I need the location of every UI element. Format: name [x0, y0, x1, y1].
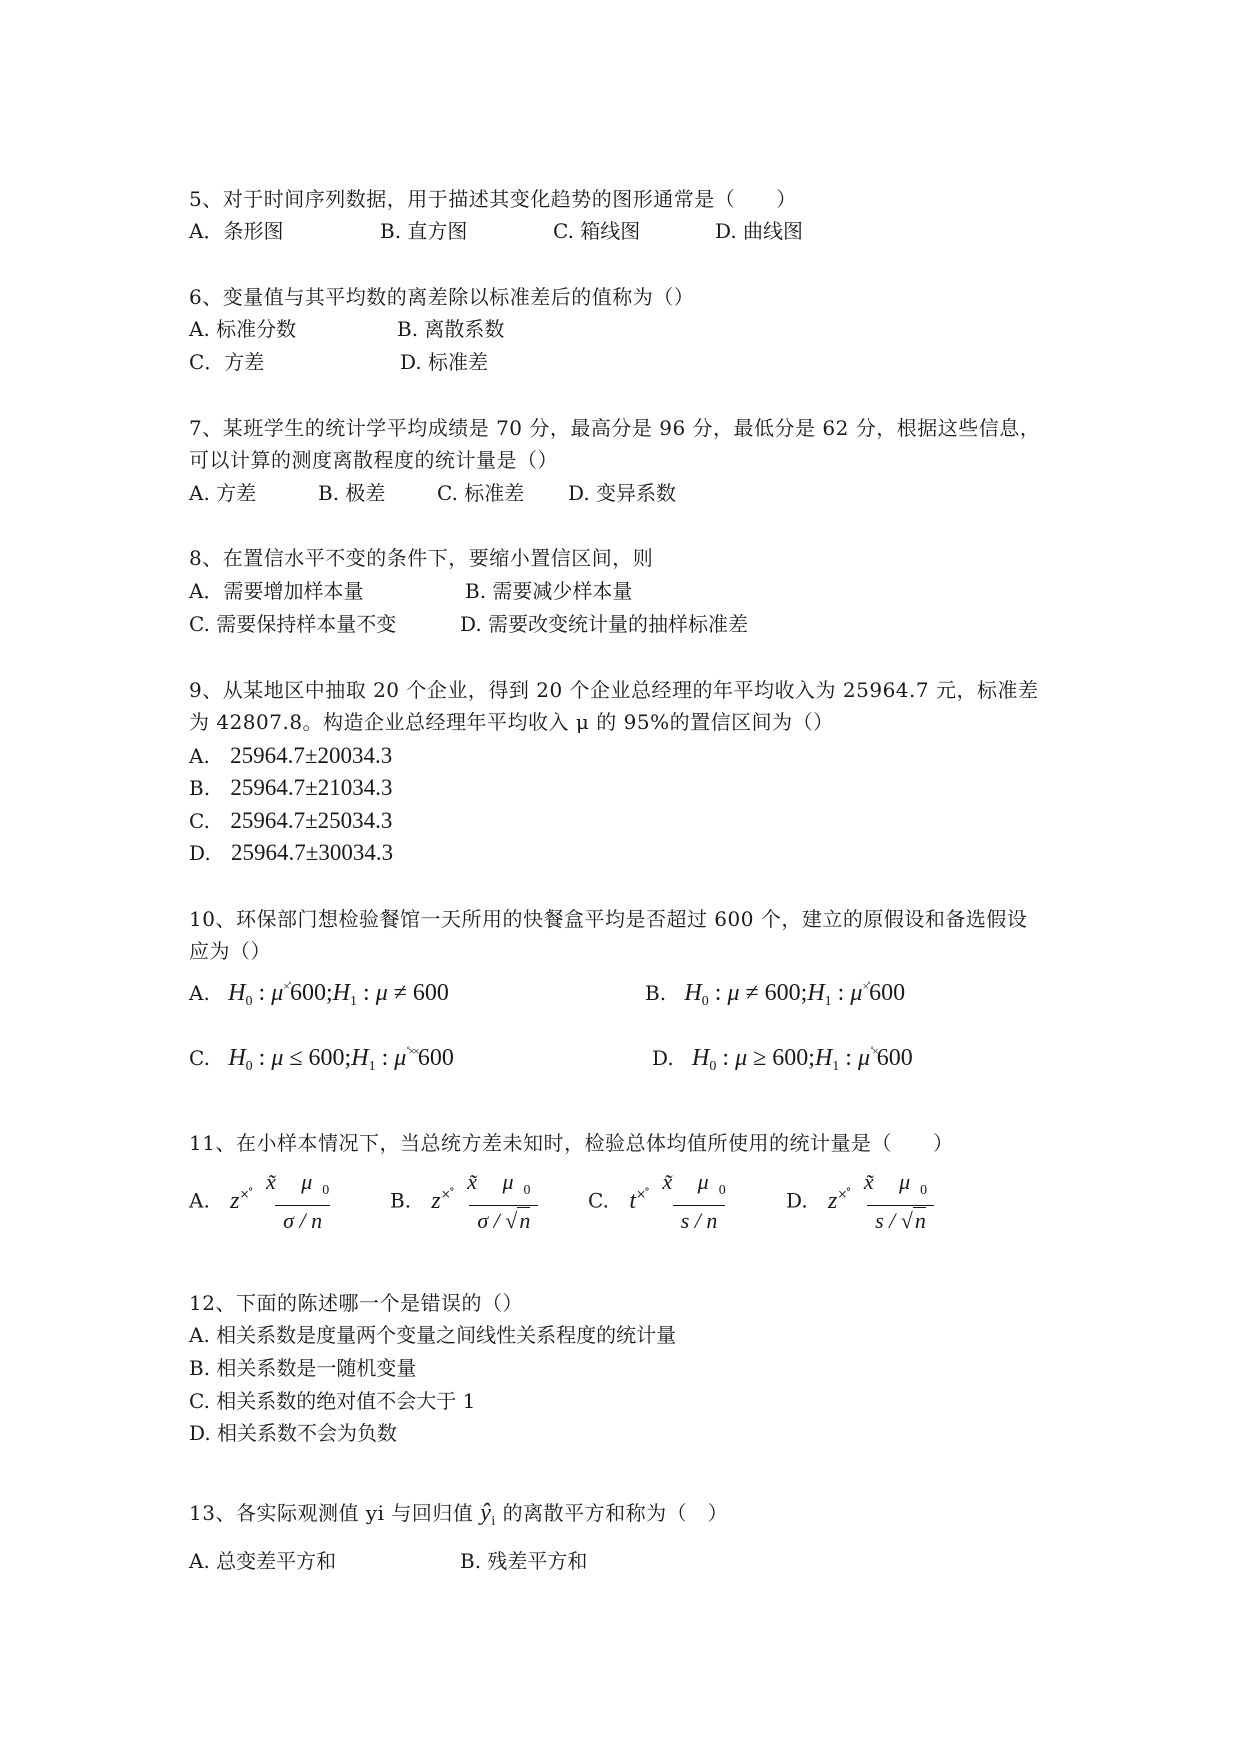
- mu-symbol: μ: [857, 1045, 871, 1071]
- q7-option-a: A. 方差: [189, 481, 257, 505]
- q11-option-b-label: B.: [390, 1188, 412, 1213]
- h1-subscript: 1: [368, 1059, 376, 1074]
- q11-c-fraction: [656, 1170, 741, 1234]
- value-600: 600: [876, 1045, 913, 1071]
- q9-option-c: [189, 808, 392, 834]
- mu-symbol: μ: [271, 980, 284, 1006]
- h0-subscript: 0: [245, 1059, 253, 1074]
- question-7-stem-line1: 7、某班学生的统计学平均成绩是 70 分，最高分是 96 分，最低分是 62 分，根据这些信息，: [189, 416, 1041, 440]
- q11-option-a: [189, 1170, 345, 1240]
- question-5-stem: 5、对于时间序列数据，用于描述其变化趋势的图形通常是（ ）: [189, 187, 797, 211]
- q9-option-a-value: 25964.7±20034.3: [230, 743, 393, 768]
- value-600: 600: [412, 980, 449, 1006]
- q12-option-c: C. 相关系数的绝对值不会大于 1: [189, 1389, 476, 1413]
- h1-symbol: H: [351, 1045, 369, 1071]
- mu-symbol: μ: [850, 980, 863, 1006]
- numerator-text: x̃ μ: [265, 1169, 323, 1194]
- value-600: 600: [869, 980, 906, 1006]
- q10-option-c-label: C.: [189, 1046, 210, 1070]
- mu-subscript: 0: [718, 1183, 736, 1198]
- numerator-text: x̃ μ: [863, 1169, 921, 1194]
- q12-option-d: D. 相关系数不会为负数: [189, 1421, 398, 1445]
- question-10-stem-line1: 10、环保部门想检验餐馆一天所用的快餐盒平均是否超过 600 个，建立的原假设和备选假设: [189, 907, 1028, 931]
- q9-option-a: [189, 743, 392, 769]
- q11-d-fraction: [858, 1170, 943, 1234]
- question-12-stem: 12、下面的陈述哪一个是错误的（）: [189, 1291, 523, 1315]
- question-13-stem: [189, 1500, 728, 1535]
- q5-option-c: C. 箱线图: [553, 219, 641, 243]
- semicolon: ;: [326, 980, 333, 1006]
- q10-option-a-formula: [228, 979, 449, 1009]
- q9-option-d-value: 25964.7±30034.3: [231, 840, 394, 865]
- q6-option-c: C．方差: [189, 350, 265, 374]
- z-symbol: z: [828, 1187, 838, 1214]
- q9-option-a-label: A.: [189, 744, 210, 768]
- yhat-subscript: i: [491, 1514, 496, 1529]
- h0-symbol: H: [684, 980, 702, 1006]
- h0-subscript: 0: [701, 994, 709, 1009]
- q5-option-d: D. 曲线图: [715, 219, 804, 243]
- h0-subscript: 0: [709, 1059, 717, 1074]
- not-equal-sign: ≠: [739, 980, 765, 1006]
- q11-b-fraction: [461, 1170, 546, 1234]
- sqrt-radicand: n: [914, 1208, 926, 1233]
- q13-stem-left: 13、各实际观测值 yi 与回归值: [189, 1501, 481, 1525]
- denominator-left: σ /: [477, 1208, 506, 1233]
- garbled-relation-glyph: ×˚: [283, 979, 290, 993]
- t-symbol: t: [629, 1187, 636, 1214]
- q6-option-a: A. 标准分数: [189, 317, 297, 341]
- value-600: 600: [290, 980, 326, 1006]
- q8-option-d: D. 需要改变统计量的抽样标准差: [460, 612, 749, 636]
- question-10-stem-line2: 应为（）: [189, 939, 271, 963]
- q10-option-b: [645, 980, 905, 1015]
- greater-equal-sign: ≥: [747, 1045, 773, 1071]
- q10-option-c: [189, 1045, 454, 1080]
- fraction-numerator: [260, 1170, 345, 1205]
- garbled-equals-glyph: ×˚: [837, 1186, 850, 1201]
- question-9-stem-line2: 为 42807.8。构造企业总经理年平均收入 μ 的 95%的置信区间为（）: [189, 710, 834, 734]
- q13-option-a: A. 总变差平方和: [189, 1549, 337, 1573]
- q10-option-a-label: A.: [189, 981, 210, 1005]
- mu-symbol: μ: [727, 980, 740, 1006]
- colon: :: [708, 980, 728, 1006]
- question-11-stem: 11、在小样本情况下，当总统方差未知时，检验总体均值所使用的统计量是（ ）: [189, 1131, 954, 1155]
- h0-symbol: H: [228, 980, 246, 1006]
- q10-option-d: [652, 1045, 913, 1080]
- mu-subscript: 0: [920, 1183, 938, 1198]
- garbled-equals-glyph: ×˚: [440, 1186, 453, 1201]
- q10-option-b-formula: [684, 979, 906, 1009]
- q9-option-c-label: C.: [189, 809, 210, 833]
- q9-option-b-label: B.: [189, 776, 211, 800]
- q11-option-b: [390, 1170, 547, 1240]
- fraction-denominator: σ / √n: [469, 1205, 538, 1234]
- value-600: 600: [308, 1045, 345, 1071]
- mu-symbol: μ: [375, 980, 388, 1006]
- q9-option-c-value: 25964.7±25034.3: [230, 808, 393, 833]
- q7-option-d: D. 变异系数: [568, 481, 677, 505]
- question-8-stem: 8、在置信水平不变的条件下，要缩小置信区间，则: [189, 546, 654, 570]
- h0-symbol: H: [228, 1045, 246, 1071]
- colon: :: [252, 1045, 272, 1071]
- q11-a-fraction: [260, 1170, 345, 1234]
- mu-subscript: 0: [322, 1183, 340, 1198]
- q7-option-b: B. 极差: [318, 481, 386, 505]
- q8-option-b: B. 需要减少样本量: [465, 579, 633, 603]
- mu-symbol: μ: [394, 1045, 407, 1071]
- q10-option-d-label: D.: [652, 1046, 674, 1070]
- q11-option-c: [588, 1170, 742, 1240]
- q7-option-c: C. 标准差: [437, 481, 525, 505]
- q10-option-a: [189, 980, 449, 1015]
- garbled-equals-glyph: ×˚: [239, 1186, 252, 1201]
- q12-option-a: A. 相关系数是度量两个变量之间线性关系程度的统计量: [189, 1323, 677, 1347]
- q11-option-d-label: D.: [786, 1188, 808, 1213]
- not-equal-sign: ≠: [387, 980, 413, 1006]
- q6-option-d: D. 标准差: [400, 350, 489, 374]
- value-600: 600: [417, 1045, 454, 1071]
- h1-symbol: H: [814, 1045, 833, 1071]
- garbled-relation-glyph: ˚×: [870, 1044, 877, 1058]
- q5-option-b: B. 直方图: [380, 219, 468, 243]
- numerator-text: x̃ μ: [467, 1169, 524, 1194]
- question-6-stem: 6、变量值与其平均数的离差除以标准差后的值称为（）: [189, 285, 695, 309]
- garbled-relation-glyph: ×˚: [862, 979, 870, 993]
- q12-option-b: B. 相关系数是一随机变量: [189, 1356, 417, 1380]
- mu-subscript: 0: [523, 1183, 541, 1198]
- q11-option-c-label: C.: [588, 1188, 609, 1213]
- colon: :: [716, 1045, 736, 1071]
- question-7-stem-line2: 可以计算的测度离散程度的统计量是（）: [189, 448, 558, 472]
- q9-option-d: [189, 840, 393, 866]
- value-600: 600: [764, 980, 801, 1006]
- semicolon: ;: [808, 1045, 815, 1071]
- sqrt-radicand: n: [519, 1208, 531, 1233]
- h1-symbol: H: [807, 980, 825, 1006]
- q10-option-c-formula: [228, 1044, 454, 1074]
- question-9-stem-line1: 9、从某地区中抽取 20 个企业，得到 20 个企业总经理的年平均收入为 25964.7 元，标准差: [189, 678, 1039, 702]
- mu-symbol: μ: [735, 1045, 748, 1071]
- denominator-left: s /: [875, 1208, 901, 1233]
- q11-option-a-label: A.: [189, 1188, 210, 1213]
- z-symbol: z: [230, 1187, 240, 1214]
- colon: :: [375, 1045, 395, 1071]
- z-symbol: z: [431, 1187, 441, 1214]
- q13-stem-right: 的离散平方和称为（ ）: [495, 1501, 729, 1525]
- q10-option-b-label: B.: [645, 981, 667, 1005]
- numerator-text: x̃ μ: [662, 1169, 719, 1194]
- q6-option-b: B. 离散系数: [397, 317, 505, 341]
- mu-symbol: μ: [271, 1045, 284, 1071]
- yhat-symbol: [480, 1500, 496, 1529]
- q13-option-b: B. 残差平方和: [460, 1549, 588, 1573]
- less-equal-sign: ≤: [283, 1045, 309, 1071]
- q9-option-b-value: 25964.7±21034.3: [230, 775, 393, 800]
- q9-option-b: [189, 775, 393, 801]
- q8-option-c: C. 需要保持样本量不变: [189, 612, 397, 636]
- q8-option-a: A．需要增加样本量: [189, 579, 364, 603]
- garbled-relation-glyph: ˚××: [406, 1044, 418, 1058]
- h1-subscript: 1: [824, 994, 832, 1009]
- fraction-denominator: s / √n: [867, 1205, 934, 1234]
- fraction-numerator: [656, 1170, 741, 1205]
- colon: :: [831, 980, 851, 1006]
- q5-option-a: A．条形图: [189, 219, 284, 243]
- h1-subscript: 1: [350, 994, 358, 1009]
- semicolon: ;: [800, 980, 808, 1006]
- h1-symbol: H: [332, 980, 351, 1006]
- fraction-denominator: σ / n: [275, 1205, 330, 1234]
- h1-subscript: 1: [832, 1059, 840, 1074]
- fraction-denominator: s / n: [673, 1205, 726, 1234]
- semicolon: ;: [344, 1045, 352, 1071]
- colon: :: [839, 1045, 858, 1071]
- colon: :: [357, 980, 376, 1006]
- fraction-numerator: [858, 1170, 943, 1205]
- colon: :: [252, 980, 272, 1006]
- fraction-numerator: [461, 1170, 546, 1205]
- q9-option-d-label: D.: [189, 841, 211, 865]
- garbled-equals-glyph: ×˚: [635, 1186, 649, 1201]
- h0-symbol: H: [692, 1045, 710, 1071]
- value-600: 600: [772, 1045, 809, 1071]
- h0-subscript: 0: [245, 994, 253, 1009]
- q10-option-d-formula: [692, 1044, 913, 1074]
- yhat-letter: ŷ: [480, 1500, 492, 1526]
- q11-option-d: [786, 1170, 943, 1240]
